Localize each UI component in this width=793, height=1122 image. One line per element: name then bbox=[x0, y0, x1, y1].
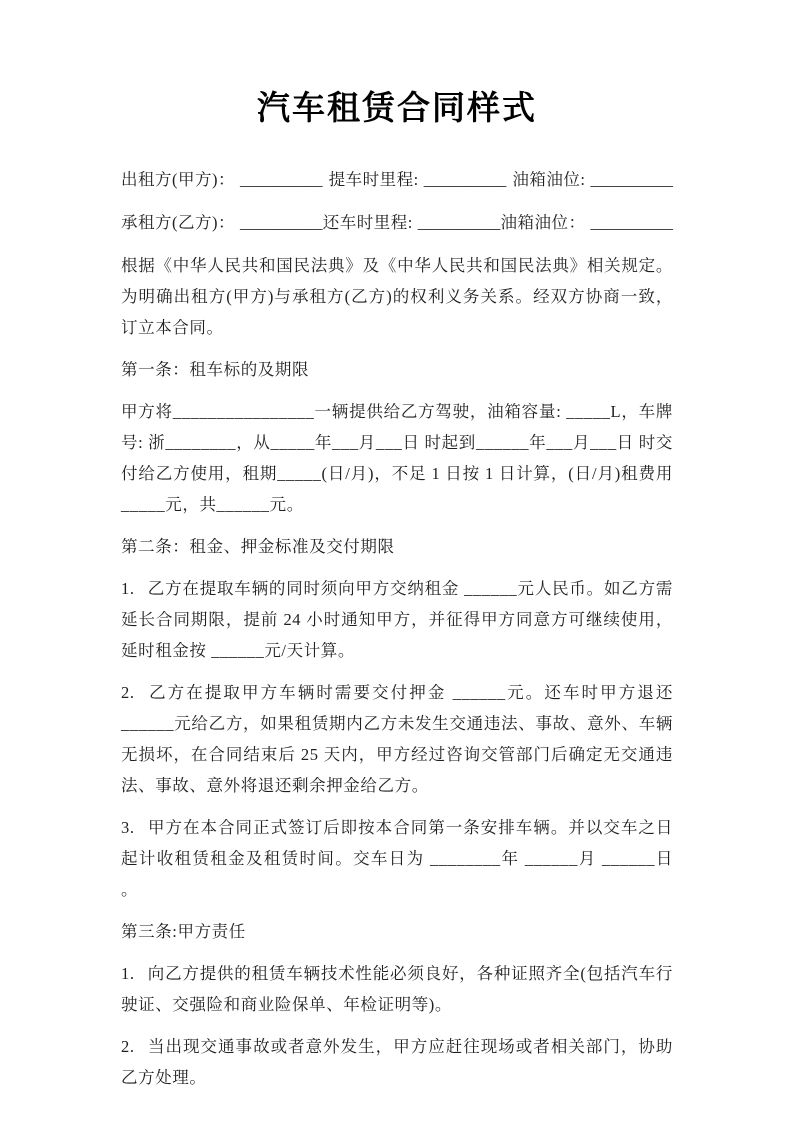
fuel-level-label-2: 油箱油位： bbox=[500, 212, 586, 232]
fuel-level-blank-line-1: __________ bbox=[590, 169, 673, 189]
item-number: 2. bbox=[121, 1036, 135, 1056]
pickup-mileage-label: 提车时里程: bbox=[328, 169, 419, 189]
lessee-field bbox=[121, 207, 323, 238]
item-text: 乙方在提取车辆的同时须向甲方交纳租金 ______元人民币。如乙方需延长合同期限，提前 24 小时通知甲方，并征得甲方同意方可继续使用，延时租金按 ______元/天计算。 bbox=[121, 578, 673, 660]
document-title: 汽车租赁合同样式 bbox=[257, 91, 537, 127]
item-number: 3. bbox=[121, 817, 135, 837]
item-text: 乙方在提取甲方车辆时需要交付押金 ______元。还车时甲方退还 ______元给乙方，如果租赁期内乙方未发生交通违法、事故、意外、车辆无损坏，在合同结束后 25 天内，甲方经过咨询交管部门后确定无交通违法、事故、意外将退还剩余押金给乙方。 bbox=[121, 682, 673, 795]
pickup-mileage-blank-line: __________ bbox=[423, 169, 507, 189]
fuel-level-label-1: 油箱油位: bbox=[512, 169, 586, 189]
return-mileage-blank-line: __________ bbox=[417, 212, 501, 232]
lessee-blank-line: __________ bbox=[240, 212, 323, 232]
parties-info-row-2 bbox=[121, 207, 673, 238]
item-number: 1. bbox=[121, 578, 135, 598]
lessor-field bbox=[121, 164, 323, 195]
clause-1-body: 甲方将________________一辆提供给乙方驾驶，油箱容量: _____L，车牌号: 浙________，从_____年___月___日 时起到______年___月___日 时交付给乙方使用，租期_____(日/月)，不足 1 日按 1 日计算，(日/月)租费用_____元，共______元。 bbox=[121, 401, 673, 514]
pickup-mileage-field bbox=[329, 164, 507, 195]
clause-3-item-1 bbox=[121, 958, 673, 1020]
item-text: 甲方在本合同正式签订后即按本合同第一条安排车辆。并以交车之日起计收租赁租金及租赁时间。交车日为 ________年 ______月 ______日 。 bbox=[121, 817, 673, 899]
fuel-level-blank-line-2: __________ bbox=[590, 212, 673, 232]
clause-2-item-1 bbox=[121, 573, 673, 666]
item-text: 当出现交通事故或者意外发生，甲方应赶往现场或者相关部门，协助乙方处理。 bbox=[121, 1036, 673, 1087]
item-number: 2. bbox=[121, 682, 135, 702]
item-text: 向乙方提供的租赁车辆技术性能必须良好，各种证照齐全(包括汽车行驶证、交强险和商业险保单、年检证明等)。 bbox=[121, 963, 673, 1014]
return-mileage-label: 还车时里程: bbox=[322, 212, 413, 232]
clause-3-heading: 第三条:甲方责任 bbox=[121, 921, 246, 941]
fuel-level-field-1 bbox=[512, 164, 673, 195]
parties-info-row-1 bbox=[121, 164, 673, 195]
clause-2-heading: 第二条：租金、押金标准及交付期限 bbox=[121, 536, 395, 556]
clause-2-item-2 bbox=[121, 677, 673, 801]
clause-1-heading: 第一条：租车标的及期限 bbox=[121, 359, 310, 379]
lessee-label: 承租方(乙方)： bbox=[121, 212, 235, 232]
preamble-paragraph: 根据《中华人民共和国民法典》及《中华人民共和国民法典》相关规定。为明确出租方(甲方)与承租方(乙方)的权利义务关系。经双方协商一致，订立本合同。 bbox=[121, 255, 673, 337]
lessor-label: 出租方(甲方)： bbox=[121, 169, 235, 189]
clause-2-item-3 bbox=[121, 812, 673, 905]
fuel-level-field-2 bbox=[501, 207, 674, 238]
lessor-blank-line: __________ bbox=[240, 169, 323, 189]
clause-3-item-2 bbox=[121, 1031, 673, 1093]
return-mileage-field bbox=[323, 207, 501, 238]
item-number: 1. bbox=[121, 963, 135, 983]
